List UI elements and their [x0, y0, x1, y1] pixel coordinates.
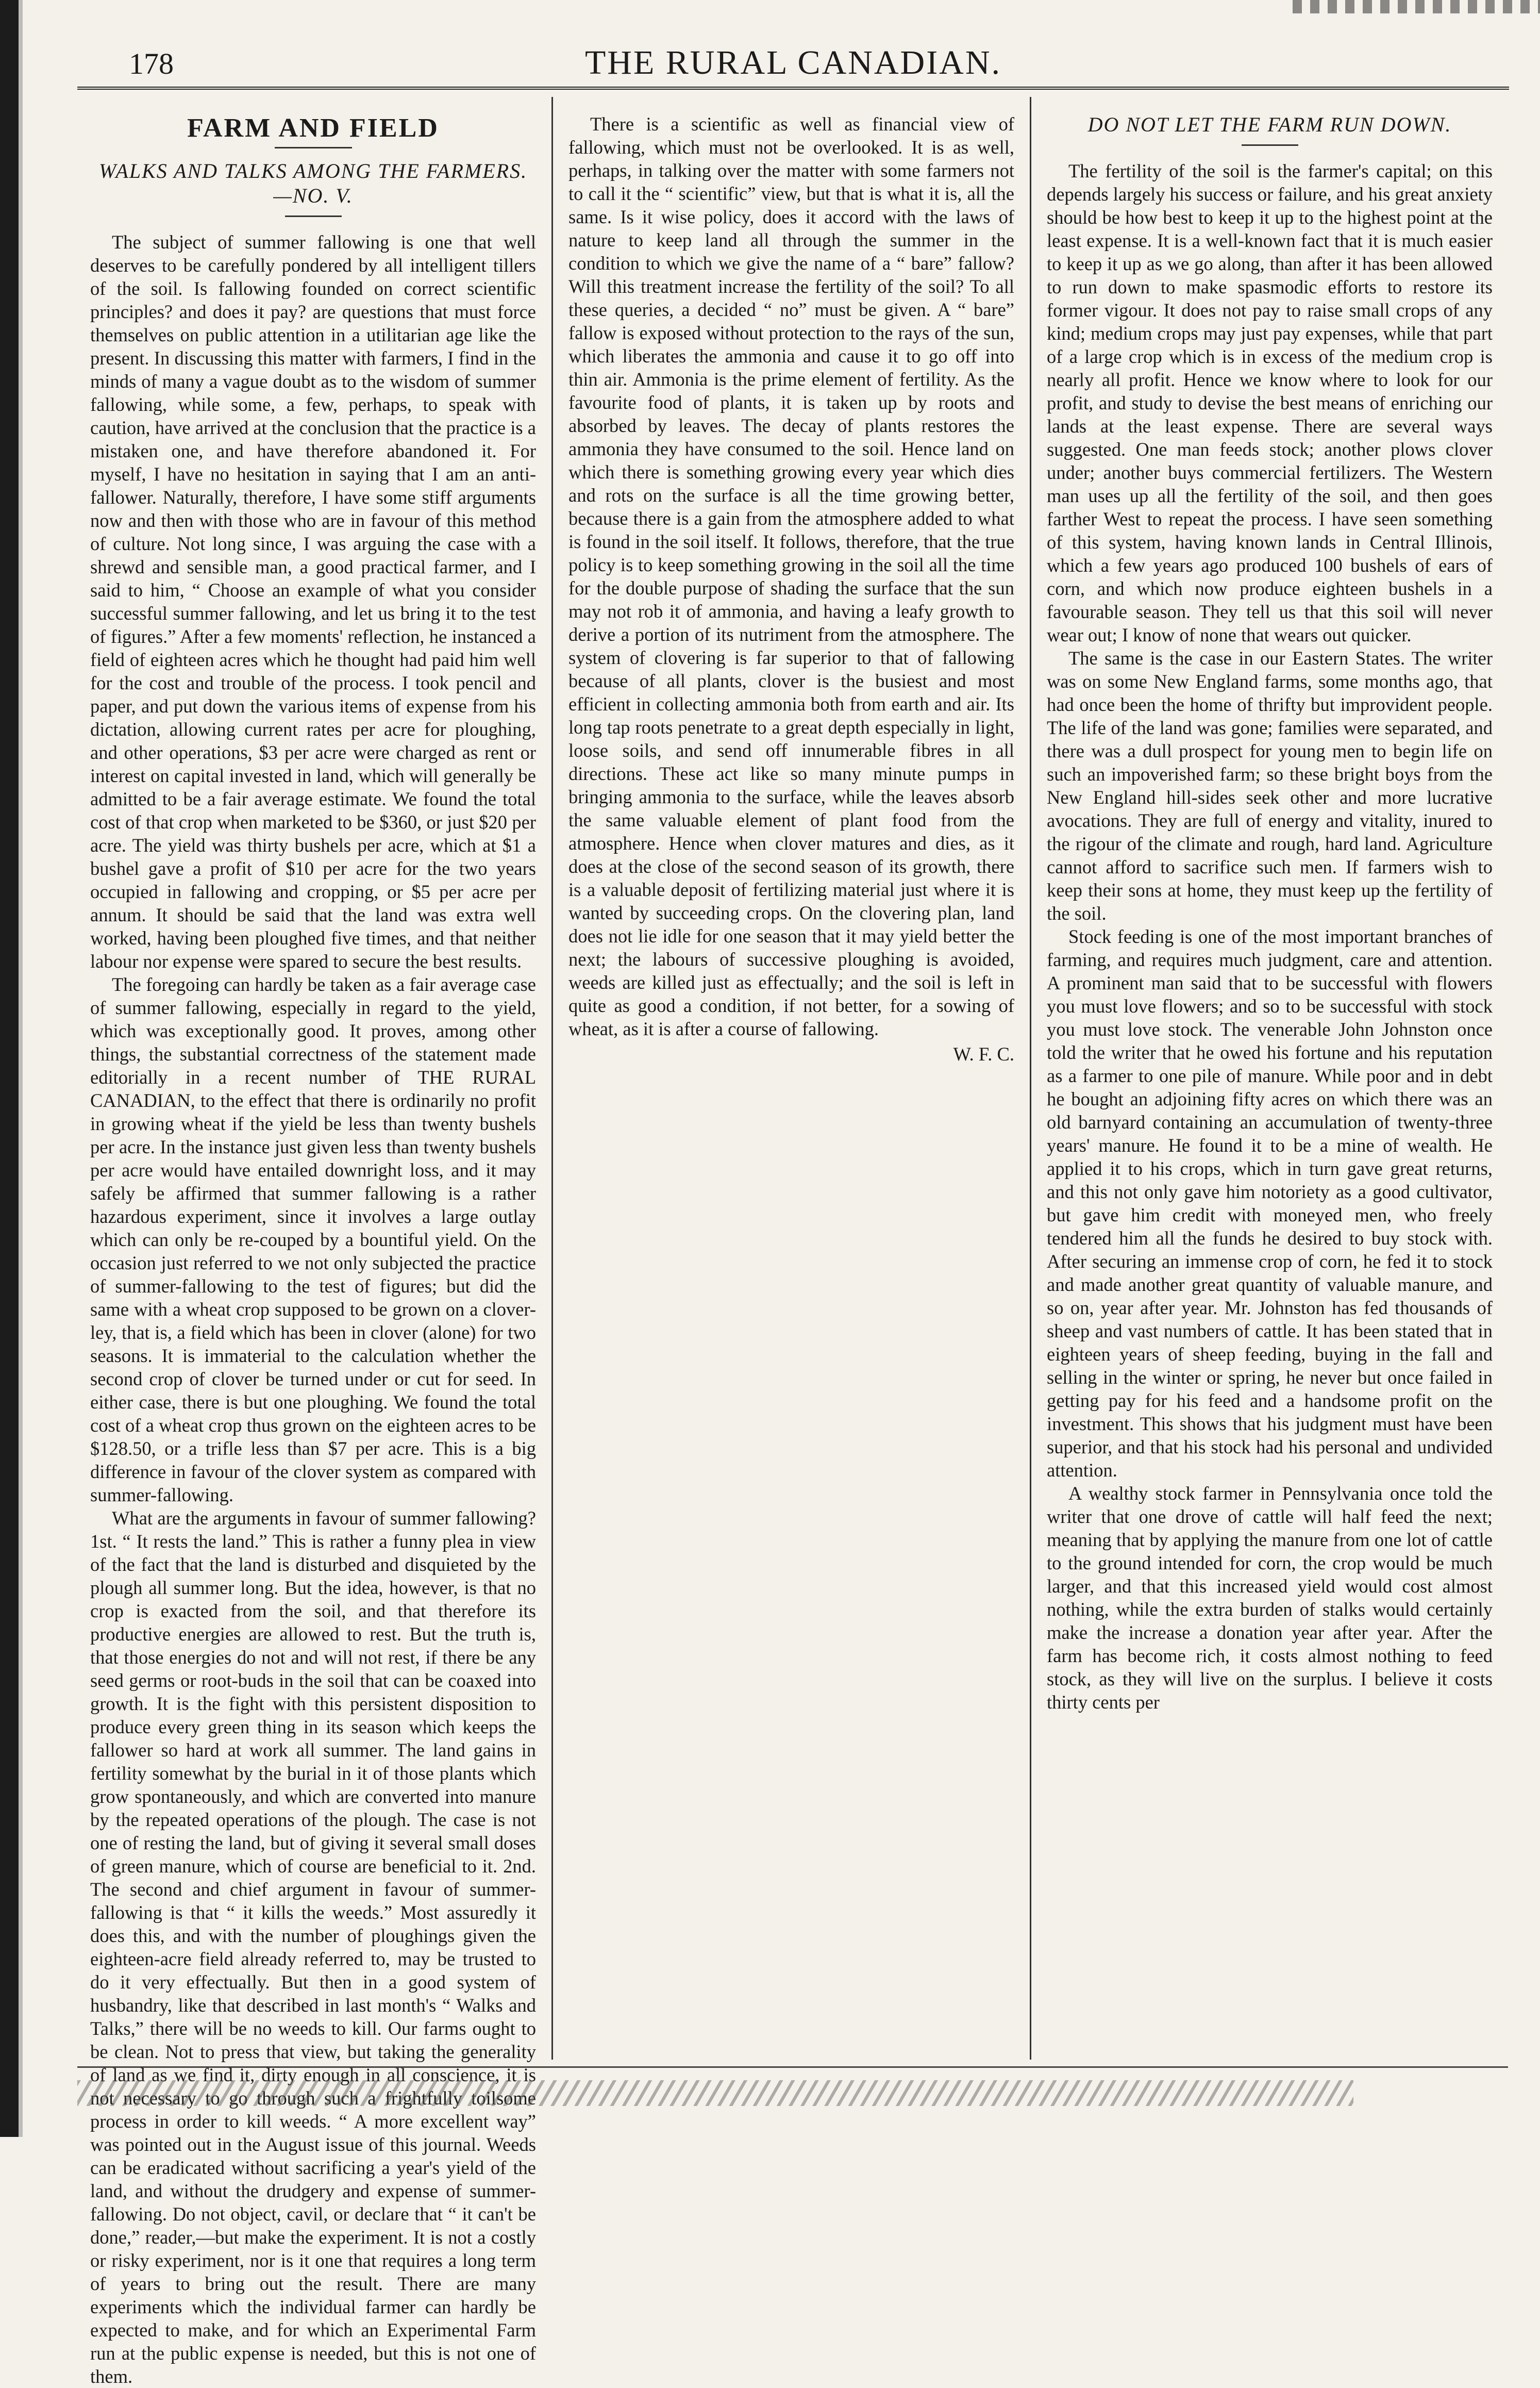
- scan-noise-bottom: [77, 2066, 1508, 2125]
- article2-paragraph: A wealthy stock farmer in Pennsylvania once told the writer that one drove of cattle will half feed the next; meaning that by applying the manure from one lot of cattle to the ground intended for corn, the crop would be much larger, and that this increased yield would cost almost nothing, while the extra burden of stalks would certainly make the increase a donation year after year. After the farm has become rich, it costs almost nothing to feed stock, as they will live on the surplus. I believe it costs thirty cents per: [1047, 1483, 1493, 1713]
- scan-binding-edge: [0, 0, 19, 2137]
- article1-signature: W. F. C.: [953, 1043, 1014, 1065]
- scan-noise-top: [1293, 0, 1540, 13]
- article2-paragraph: The same is the case in our Eastern States. The writer was on some New England farms, some months ago, that had once been the home of thrifty but improvident people. The life of the land was gone; families were separated, and there was a dull prospect for young men to begin life on such an impoverished farm; so these bright boys from the New England hill-sides seek other and more lucrative avocations. They are full of energy and vitality, inured to the rigour of the climate and rough, hard land. Agriculture cannot afford to sacrifice such men. If farmers wish to keep their sons at home, they must keep up the fertility of the soil.: [1047, 648, 1493, 924]
- article1-paragraph: There is a scientific as well as financial view of fallowing, which must not be overlooked. It is as well, perhaps, in talking over the matter with some farmers not to call it the “ scientific” view, but that is what it is, all the same. Is it wise policy, does it accord with the laws of nature to keep land all through the summer in the condition to which we give the name of a “ bare” fallow? Will this treatment increase the fertility of the soil? To all these queries, a decided “ no” must be given. A “ bare” fallow is exposed without protection to the rays of the sun, which liberates the ammonia and cause it to go off into thin air. Ammonia is the prime element of fertility. As the favourite food of plants, it is taken up by roots and absorbed by leaves. The decay of plants restores the ammonia they have consumed to the soil. Hence land on which there is something growing every year which dies and rots on the surface is all the time growing better, because there is a gain from the atmosphere added to what is found in the soil itself. It follows, therefore, that the true policy is to keep something growing in the soil all the time for the double purpose of shading the surface that the sun may not rob it of ammonia, and having a leafy growth to derive a portion of its nutriment from the atmosphere. The system of clovering is far superior to that of fallowing because of all plants, clover is the busiest and most efficient in collecting ammonia both from earth and air. Its long tap roots penetrate to a great depth especially in light, loose soils, and send off innumerable fibres in all directions. These act like so many minute pumps in bringing ammonia to the surface, while the leaves absorb the same valuable element of plant food from the atmosphere. Hence when clover matures and dies, as it does at the close of the second season of its growth, there is a valuable deposit of fertilizing material just where it is wanted by succeeding crops. On the clovering plan, land does not lie idle for one season that it may yield better the next; the labours of successive ploughing is avoided, weeds are killed just as effectually; and the soil is left in quite as good a condition, if not better, for a sowing of wheat, as it is after a course of fallowing.: [568, 113, 1014, 1039]
- article-title-farm-run-down: DO NOT LET THE FARM RUN DOWN.: [1052, 112, 1487, 146]
- article1-paragraph: What are the arguments in favour of summer fallowing? 1st. “ It rests the land.” This is rather a funny plea in view of the fact that the land is disturbed and disquieted by the plough all summer long. But the idea, however, is that no crop is exacted from the soil, and that therefore its productive energies are allowed to rest. But the truth is, that those energies do not and will not rest, if there be any seed germs or root-buds in the soil that can be coaxed into growth. It is the fight with this persistent disposition to produce every green thing in its season which keeps the fallower so hard at work all summer. The land gains in fertility somewhat by the burial in it of those plants which grow spontaneously, and which are converted into manure by the repeated operations of the plough. The case is not one of resting the land, but of giving it several small doses of green manure, which of course are beneficial to it. 2nd. The second and chief argument in favour of summer-fallowing is that “ it kills the weeds.” Most assuredly it does this, and with the number of ploughings given the eighteen-acre field already referred to, may be trusted to do it very effectually. But then in a good system of husbandry, like that described in last month's “ Walks and Talks,” there will be no weeds to kill. Our farms ought to be clean. Not to press that view, but taking the generality of land as we find it, dirty enough in all conscience, it is not necessary to go through such a frightfully toilsome process in order to kill weeds. “ A more excellent way” was pointed out in the August issue of this journal. Weeds can be eradicated without sacrificing a year's yield of the land, and without the drudgery and expense of summer-fallowing. Do not object, cavil, or declare that “ it can't be done,” reader,—but make the experiment. It is not a costly or risky experiment, nor is it one that requires a long term of years to bring out the result. There are many experiments which the individual farmer can hardly be expected to make, and for which an Experimental Farm run at the public expense is needed, but this is not one of them.: [90, 1507, 536, 2387]
- column-2: [551, 97, 1030, 2060]
- article-columns: [75, 97, 1508, 2387]
- header-rule: [77, 87, 1509, 90]
- page-number: 178: [129, 47, 174, 80]
- article2-paragraph: The fertility of the soil is the farmer's capital; on this depends largely his success or failure, and his great anxiety should be how best to keep it up to the highest point at the least expense. It is a well-known fact that it is much easier to keep it up as we go along, than after it has been allowed to run down to make spasmodic efforts to restore its former vigour. It does not pay to raise small crops of any kind; medium crops may just pay expenses, while that part of a large crop which is in excess of the medium crop is nearly all profit. Hence we know where to look for our profit, and study to devise the best means of enriching our lands at the least expense. There are several ways suggested. One man feeds stock; another plows clover under; another buys commercial fertilizers. The Western man uses up all the fertility of the soil, and then goes farther West to repeat the process. I have seen something of this system, having known lands in Central Illinois, which a few years ago produced 100 bushels of ears of corn, and which now produce eighteen bushels in a favourable season. They tell us that this soil will never wear out; I know of none that wears out quicker.: [1047, 160, 1493, 645]
- column-3: [1030, 97, 1508, 2060]
- article-title-walks-and-talks: WALKS AND TALKS AMONG THE FARMERS.—NO. V.: [95, 159, 531, 217]
- article1-paragraph: The foregoing can hardly be taken as a fair average case of summer fallowing, especially in regard to the yield, which was exceptionally good. It proves, among other things, the substantial correctness of the statement made editorially in a recent number of THE RURAL CANADIAN, to the effect that there is ordinarily no profit in growing wheat if the yield be less than twenty bushels per acre. In the instance just given less than twenty bushels per acre would have entailed downright loss, and it may safely be affirmed that summer fallowing is a rather hazardous experiment, since it involves a large outlay which can only be re-couped by a bountiful yield. On the occasion just referred to we not only subjected the practice of summer-fallowing to the test of figures; but did the same with a wheat crop supposed to be grown on a clover-ley, that is, a field which has been in clover (alone) for two seasons. It is immaterial to the calculation whether the second crop of clover be turned under or cut for seed. In either case, there is but one ploughing. We found the total cost of a wheat crop thus grown on the eighteen acres to be $128.50, or a trifle less than $7 per acre. This is a big difference in favour of the clover system as compared with summer-fallowing.: [90, 974, 536, 1505]
- article1-paragraph: The subject of summer fallowing is one that well deserves to be carefully pondered by all intelligent tillers of the soil. Is fallowing founded on correct scientific principles? and does it pay? are questions that must force themselves on public attention in a utilitarian age like the present. In discussing this matter with farmers, I find in the minds of many a vague doubt as to the wisdom of summer fallowing, while some, a few, perhaps, to speak with caution, have arrived at the conclusion that the practice is a mistaken one, and have therefore abandoned it. For myself, I have no hesitation in saying that I am an anti-fallower. Naturally, therefore, I have some stiff arguments now and then with those who are in favour of this method of culture. Not long since, I was arguing the case with a shrewd and sensible man, a good practical farmer, and I said to him, “ Choose an example of what you consider successful summer fallowing, and let us bring it to the test of figures.” After a few moments' reflection, he instanced a field of eighteen acres which he thought had paid him well for the cost and trouble of the process. I took pencil and paper, and put down the various items of expense from his dictation, allowing current rates per acre for ploughing, and other operations, $3 per acre were charged as rent or interest on capital invested in land, which will generally be admitted to be a fair average estimate. We found the total cost of that crop when marketed to be $360, or just $20 per acre. The yield was thirty bushels per acre, which at $1 a bushel gave a profit of $10 per acre for the two years occupied in fallowing and cropping, or $5 per acre per annum. It should be said that the land was extra well worked, having been ploughed five times, and that neither labour nor expense were spared to secure the best results.: [90, 231, 536, 972]
- section-heading: FARM AND FIELD: [90, 117, 536, 148]
- journal-title: THE RURAL CANADIAN.: [584, 44, 1001, 81]
- column-1: [75, 97, 551, 2387]
- page-header: [77, 46, 1509, 93]
- article2-paragraph: Stock feeding is one of the most important branches of farming, and requires much judgment, care and attention. A prominent man said that to be successful with flowers you must love flowers; and so to be successful with stock you must love stock. The venerable John Johnston once told the writer that he owed his fortune and his reputation as a farmer to one pile of manure. While poor and in debt he bought an adjoining fifty acres on which there was an old barnyard containing an accumulation of twenty-three years' manure. He found it to be a mine of wealth. He applied it to his crops, which in turn gave great returns, and this not only gave him notoriety as a good cultivator, but gave him credit with moneyed men, who freely tendered him all the funds he desired to buy stock with. After securing an immense crop of corn, he fed it to stock and made another great quantity of valuable manure, and so on, year after year. Mr. Johnston has fed thousands of sheep and vast numbers of cattle. It has been stated that in eighteen years of sheep feeding, buying in the fall and selling in the winter or spring, he never but once failed in getting pay for his feed and a handsome profit on the investment. This shows that his judgment must have been superior, and that his stock had his personal and undivided attention.: [1047, 926, 1493, 1481]
